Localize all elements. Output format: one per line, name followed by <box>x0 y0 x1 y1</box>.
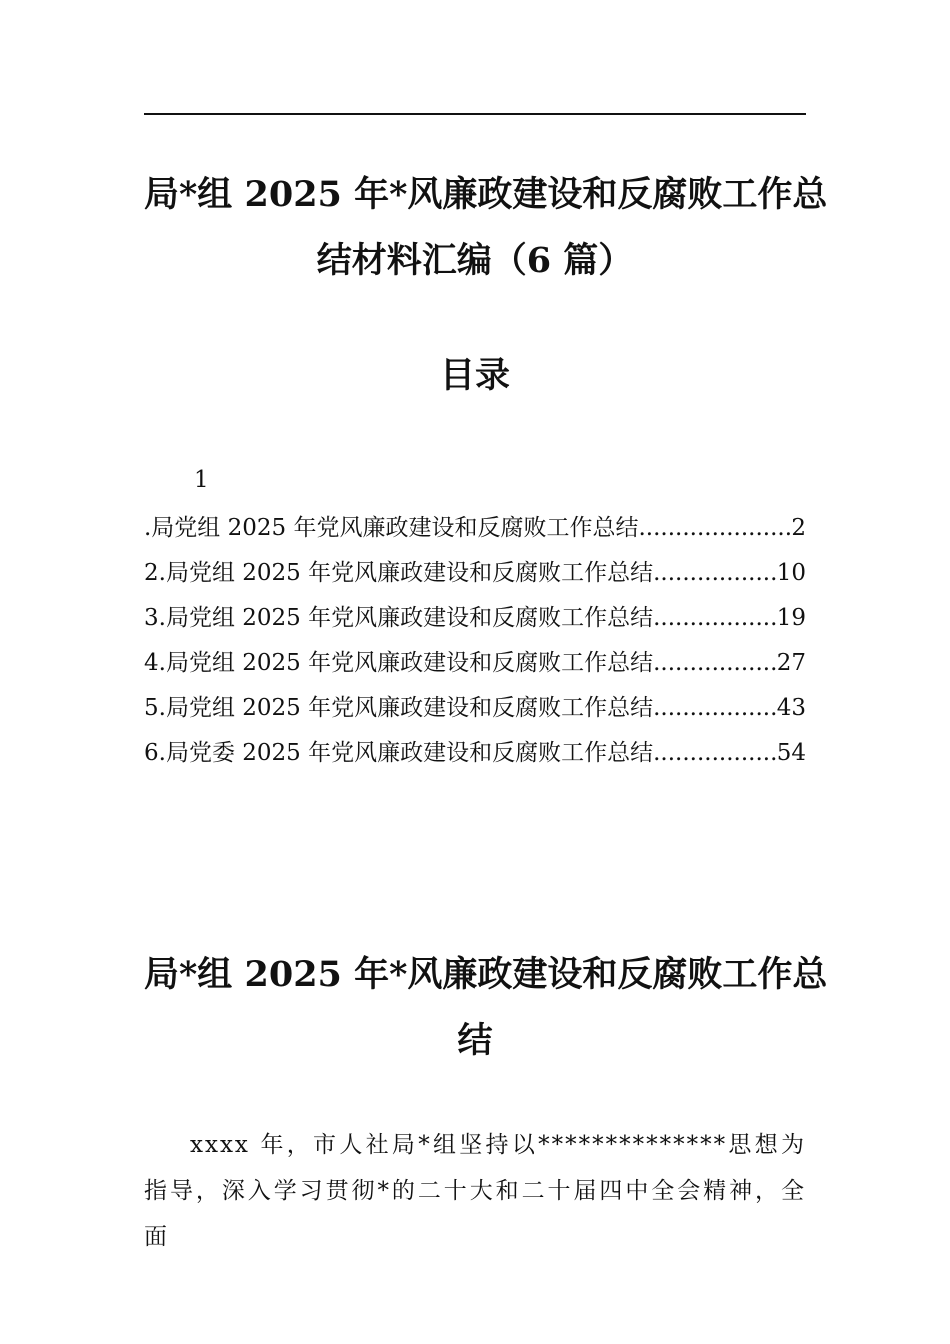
toc-entry-title: .局党组 2025 年党风廉政建设和反腐败工作总结 <box>144 515 639 541</box>
toc-entry-title: 6.局党委 2025 年党风廉政建设和反腐败工作总结 <box>144 740 654 766</box>
section-title-line-1: 局*组 2025 年*风廉政建设和反腐败工作总 <box>144 954 828 995</box>
toc-page-number: 2 <box>791 515 806 541</box>
toc-entry-title: 5.局党组 2025 年党风廉政建设和反腐败工作总结 <box>144 695 654 721</box>
toc-page-number: 43 <box>776 695 806 721</box>
toc-stray-number: 1 <box>194 467 209 493</box>
toc-dot-leader <box>638 506 791 551</box>
toc-dot-leader <box>653 551 777 596</box>
document-title-line-1: 局*组 2025 年*风廉政建设和反腐败工作总 <box>144 174 828 215</box>
toc-entry[interactable] <box>144 551 806 596</box>
document-title-line-2: 结材料汇编（6 篇） <box>316 240 634 281</box>
toc-dot-leader <box>653 596 777 641</box>
toc-entry[interactable] <box>144 596 806 641</box>
table-of-contents <box>144 506 806 776</box>
toc-heading: 目录 <box>439 355 510 396</box>
toc-entry-title: 3.局党组 2025 年党风廉政建设和反腐败工作总结 <box>144 605 654 631</box>
header-rule <box>144 113 806 115</box>
toc-page-number: 19 <box>776 605 806 631</box>
toc-dot-leader <box>653 641 777 686</box>
toc-page-number: 54 <box>776 740 806 766</box>
section-title-line-2: 结 <box>457 1020 493 1061</box>
toc-entry[interactable] <box>144 686 806 731</box>
section-title <box>144 942 828 1074</box>
toc-page-number: 27 <box>776 650 806 676</box>
toc-entry[interactable] <box>144 506 806 551</box>
toc-dot-leader <box>653 686 777 731</box>
toc-entry-title: 2.局党组 2025 年党风廉政建设和反腐败工作总结 <box>144 560 654 586</box>
toc-entry[interactable] <box>144 641 806 686</box>
document-title <box>144 162 828 294</box>
toc-entry[interactable] <box>144 731 806 776</box>
toc-dot-leader <box>653 731 777 776</box>
toc-entry-title: 4.局党组 2025 年党风廉政建设和反腐败工作总结 <box>144 650 654 676</box>
body-paragraph: xxxx 年，市人社局*组坚持以**************思想为指导，深入学习贯彻*的二十大和二十届四中全会精神，全面 <box>144 1132 806 1250</box>
toc-page-number: 10 <box>776 560 806 586</box>
